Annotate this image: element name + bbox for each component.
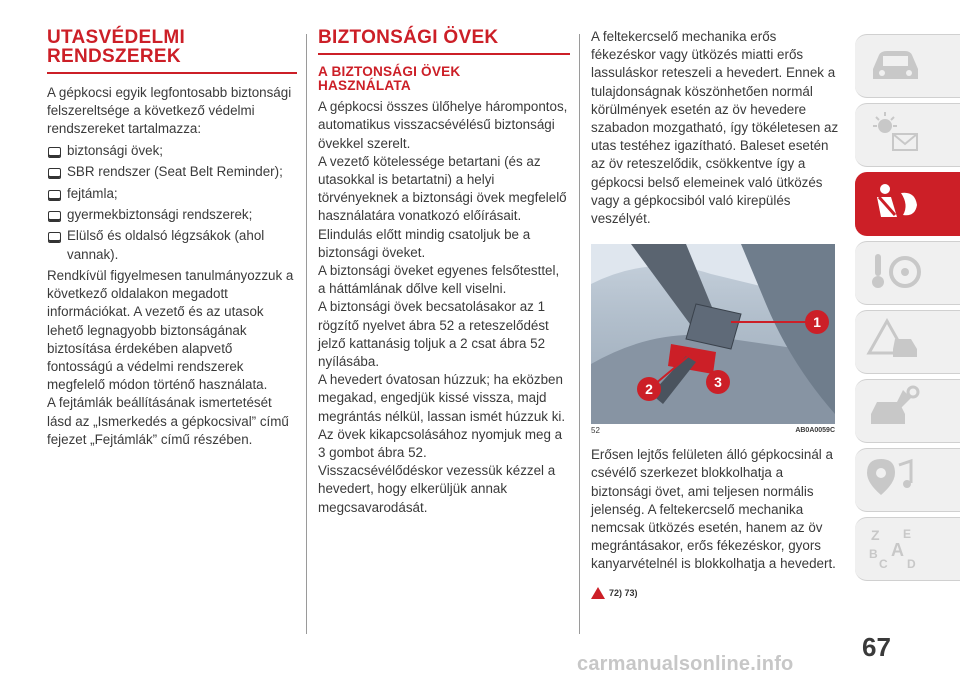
- heading-line-1: UTASVÉDELMI: [47, 27, 186, 48]
- callout-3: 3: [714, 374, 722, 391]
- body-paragraph: Az övek kikapcsolásához nyomjuk meg a 3 gombot ábra 52.: [318, 426, 563, 461]
- svg-text:D: D: [907, 557, 916, 571]
- warning-reference: [591, 584, 841, 602]
- svg-text:Z: Z: [871, 527, 880, 543]
- body-paragraph: A biztonsági öveket egyenes felsőtesttel, a háttámlának dőlve kell viselni.: [318, 263, 560, 297]
- section-heading-protection-systems: [47, 28, 297, 74]
- tab-emergency[interactable]: [855, 310, 960, 374]
- body-paragraph: A hevedert óvatosan húzzuk; ha eközben megakad, engedjük kissé vissza, majd megrántás nélkül, lassan ismét húzzuk ki.: [318, 372, 566, 424]
- subheading-seatbelt-use: [318, 65, 570, 92]
- source-watermark: carmanualsonline.info: [577, 653, 794, 675]
- figure-caption: [591, 426, 835, 436]
- body-paragraph: A feltekercselő mechanika erős fékezéskor vagy ütközés miatti erős lassuláskor reteszeli a hevedert. Ennek a tulajdonságnak köszönhetően normál körülmények esetén az öv hevedere szabadon mozgatható, így tökéletesen az utas testéhez igazítható. Baleset esetén az öv reteszelődik, csökkentve így a gépkocsi belső elemeinek való ütközés vagy a gépkocsiból való kirepülés veszélyét.: [591, 29, 839, 227]
- body-paragraph: A biztonsági övek becsatolásakor az 1 rögzítő nyelvet ábra 52 a reteszelődést jelző kattanásig toljuk a 2 csat ábra 52 nyílásába.: [318, 299, 549, 370]
- list-item: Elülső és oldalsó légzsákok (ahol vannak).: [47, 227, 297, 263]
- callout-2: 2: [645, 381, 653, 398]
- tab-index[interactable]: [855, 517, 960, 581]
- body-paragraph: A gépkocsi összes ülőhelye hárompontos, automatikus visszacsévélésű biztonsági övekkel szerelt.: [318, 99, 568, 151]
- section-heading-seatbelts: BIZTONSÁGI ÖVEK: [318, 28, 570, 55]
- column-seatbelts: [318, 28, 570, 517]
- body-paragraph: Rendkívül figyelmesen tanulmányozzuk a következő oldalakon megadott információkat. A vezető és az utasok lehető legnagyobb biztonságának biztosítása érdekében alapvető fontosságú a védelmi rendszerek megfelelő módon történő használata.: [47, 267, 294, 393]
- warning-lights-icon: [865, 108, 925, 158]
- protection-systems-list: [47, 142, 297, 264]
- list-item: SBR rendszer (Seat Belt Reminder);: [47, 163, 297, 181]
- tab-maintenance[interactable]: [855, 379, 960, 443]
- svg-text:A: A: [891, 540, 904, 560]
- heading-line-2: RENDSZEREK: [47, 46, 181, 67]
- tab-multimedia[interactable]: [855, 448, 960, 512]
- car-wrench-icon: [865, 384, 925, 434]
- index-icon: [865, 522, 925, 572]
- warning-triangle-icon: [865, 315, 925, 365]
- body-paragraph: Visszacsévélődéskor vezessük kézzel a hevedert, hogy elkerüljük annak megcsavarodását.: [318, 463, 556, 515]
- subheading-line-1: A BIZTONSÁGI ÖVEK: [318, 64, 461, 79]
- figure-code: AB0A0059C: [795, 427, 835, 435]
- column-protection-systems: [47, 28, 297, 449]
- tab-starting-driving[interactable]: [855, 241, 960, 305]
- seatbelt-airbag-icon: [865, 177, 925, 227]
- body-paragraph: A fejtámlák beállításának ismertetését lásd az „Ismerkedés a gépkocsival” című fejezet „Fejtámlák” című részében.: [47, 395, 289, 447]
- tab-warning-lights[interactable]: [855, 103, 960, 167]
- chapter-tabs: [855, 34, 960, 586]
- body-paragraph: Erősen lejtős felületen álló gépkocsinál a csévélő szerkezet blokkolhatja a biztonsági övet, ami teljesen normális jelenség. A feltekercselő mechanika nemcsak ütközés esetén, hanem az öv megrántásakor, erős fékezéskor, gyors kanyarvételnél is blokkolhatja a hevedert.: [591, 447, 836, 572]
- car-icon: [865, 39, 925, 89]
- svg-text:C: C: [879, 557, 888, 571]
- tab-safety[interactable]: [855, 172, 960, 236]
- seatbelt-buckle-illustration: [591, 244, 835, 424]
- list-item: gyermekbiztonsági rendszerek;: [47, 206, 297, 224]
- callout-1: 1: [813, 314, 821, 331]
- page-number: 67: [862, 632, 891, 662]
- column-divider: [579, 34, 580, 634]
- subheading-line-2: HASZNÁLATA: [318, 77, 411, 93]
- column-retractor: [591, 28, 841, 602]
- column-divider: [306, 34, 307, 634]
- body-paragraph: A vezető kötelessége betartani (és az utasokkal is betartatni) a helyi törvényeknek a biztonsági övek megfelelő használatára vonatkozó előírásait.: [318, 153, 567, 224]
- body-paragraph: Elindulás előtt mindig csatoljuk be a biztonsági öveket.: [318, 226, 531, 260]
- list-item: biztonsági övek;: [47, 142, 297, 160]
- figure-number: 52: [591, 426, 600, 436]
- intro-paragraph: A gépkocsi egyik legfontosabb biztonsági felszereltsége a következő védelmi rendszereket tartalmazza:: [47, 85, 292, 137]
- list-item: fejtámla;: [47, 185, 297, 203]
- warning-refs: 72) 73): [609, 587, 638, 598]
- svg-text:B: B: [869, 547, 878, 561]
- warning-triangle-icon: [591, 587, 605, 599]
- multimedia-icon: [865, 453, 925, 503]
- tab-car-overview[interactable]: [855, 34, 960, 98]
- svg-text:E: E: [903, 527, 912, 541]
- figure-seatbelt-buckle: [591, 244, 835, 424]
- key-steering-icon: [865, 246, 925, 296]
